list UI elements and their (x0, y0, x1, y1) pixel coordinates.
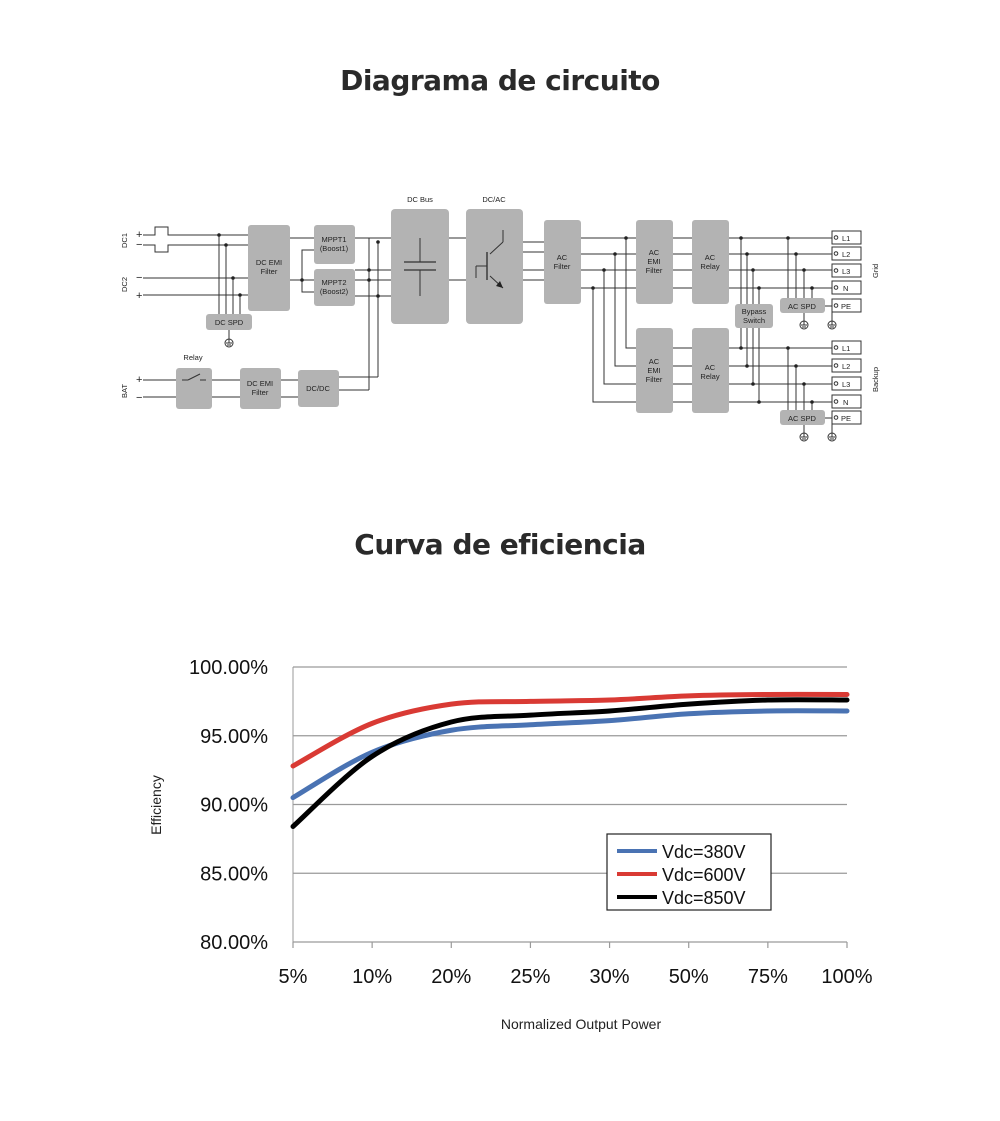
bat-label: BAT (120, 383, 129, 398)
dc-dc-block (298, 370, 339, 407)
mppt2-line1: MPPT2 (321, 278, 347, 287)
backup-emi-line3: Filter (645, 375, 663, 384)
backup-terminal-l3: L3 (842, 380, 851, 389)
grid-terminal-n: N (843, 284, 849, 293)
x-tick-label: 50% (668, 966, 709, 988)
backup-terminals (832, 341, 861, 424)
mppt2-block (314, 269, 355, 306)
ac-filter-block (544, 220, 581, 304)
grid-relay-line1: AC (704, 253, 716, 262)
backup-terminal-n: N (843, 398, 849, 407)
backup-label: Backup (871, 366, 880, 392)
x-tick-labels (279, 966, 873, 988)
bypass-line2: Switch (742, 316, 766, 325)
backup-relay-line2: Relay (700, 372, 720, 381)
backup-emi-line1: AC (648, 357, 660, 366)
backup-ac-spd-block (780, 410, 825, 425)
bypass-switch-block (735, 304, 773, 328)
dc-bus-block (391, 209, 449, 324)
backup-relay-line1: AC (704, 363, 716, 372)
dc1-plus: + (136, 229, 143, 241)
dc-ac-block (466, 209, 523, 324)
battery-dc-emi-filter-block (240, 368, 281, 409)
bat-emi-line1: DC EMI (246, 379, 274, 388)
mppt1-line2: (Boost1) (319, 244, 349, 253)
y-axis-label: Efficiency (148, 775, 164, 835)
grid-terminal-l1: L1 (842, 234, 851, 243)
efficiency-curve-title: Curva de eficiencia (354, 528, 646, 561)
grid-terminal-l3: L3 (842, 267, 851, 276)
dc2-plus: + (136, 290, 143, 302)
bat-emi-line2: Filter (251, 388, 269, 397)
y-tick-labels (189, 657, 268, 954)
dc2-minus: − (136, 272, 143, 284)
bypass-line1: Bypass (741, 307, 767, 316)
ac-filter-line2: Filter (553, 262, 571, 271)
grid-terminal-pe: PE (841, 302, 852, 311)
backup-terminal-pe: PE (841, 414, 852, 423)
dc-emi-filter-block (248, 225, 290, 311)
y-tick-label: 95.00% (200, 725, 268, 748)
x-tick-label: 100% (821, 966, 873, 988)
x-tick-label: 5% (278, 966, 308, 988)
grid-spd-text: AC SPD (788, 302, 816, 311)
x-tick-label: 20% (431, 966, 472, 988)
grid-ac-emi-filter-block (636, 220, 673, 304)
dc1-minus: − (136, 239, 143, 251)
dc-bus-label: DC Bus (407, 195, 433, 204)
y-tick-label: 90.00% (200, 794, 268, 817)
x-tick-label: 10% (352, 966, 393, 988)
legend-entry: Vdc=850V (662, 888, 746, 908)
dc-ac-label: DC/AC (482, 195, 506, 204)
backup-terminal-l1: L1 (842, 344, 851, 353)
dc-emi-line1: DC EMI (255, 258, 283, 267)
ground-icon (800, 321, 808, 329)
ground-icon (225, 339, 233, 347)
backup-terminal-l2: L2 (842, 362, 851, 371)
grid-emi-line1: AC (648, 248, 660, 257)
bat-plus: + (136, 374, 143, 386)
mppt1-block (314, 225, 355, 264)
circuit-diagram (0, 180, 1000, 465)
x-tick-label: 25% (510, 966, 551, 988)
circuit-diagram-title: Diagrama de circuito (340, 64, 660, 97)
ac-filter-line1: AC (556, 253, 568, 262)
x-axis-label: Normalized Output Power (500, 1016, 662, 1032)
series-line-3 (293, 700, 847, 827)
grid-emi-line3: Filter (645, 266, 663, 275)
backup-emi-line2: EMI (647, 366, 661, 375)
grid-ac-spd-block (780, 298, 825, 313)
mppt1-line1: MPPT1 (321, 235, 347, 244)
x-tick-label: 30% (589, 966, 630, 988)
dc2-label: DC2 (120, 276, 129, 292)
y-tick-label: 80.00% (200, 932, 268, 954)
grid-ac-relay-block (692, 220, 729, 304)
chart-series (293, 694, 847, 826)
ground-icon (828, 321, 836, 329)
backup-spd-text: AC SPD (788, 414, 816, 423)
y-tick-label: 85.00% (200, 863, 268, 886)
dc-spd-text: DC SPD (214, 318, 244, 327)
dc-spd-block (206, 314, 252, 330)
bat-minus: − (136, 392, 143, 404)
grid-terminals (832, 231, 861, 312)
grid-emi-line2: EMI (647, 257, 661, 266)
grid-terminal-l2: L2 (842, 250, 851, 259)
dc1-label: DC1 (120, 232, 129, 248)
grid-relay-line2: Relay (700, 262, 720, 271)
backup-ac-relay-block (692, 328, 729, 413)
chart-legend (607, 834, 771, 910)
backup-ac-emi-filter-block (636, 328, 673, 413)
ground-icon (828, 433, 836, 441)
grid-label: Grid (871, 263, 880, 278)
ground-icon (800, 433, 808, 441)
legend-entry: Vdc=380V (662, 842, 746, 862)
x-tick-label: 75% (747, 966, 788, 988)
y-tick-label: 100.00% (189, 657, 268, 679)
legend-entry: Vdc=600V (662, 865, 746, 885)
battery-relay-block (176, 368, 212, 409)
dc-emi-line2: Filter (260, 267, 278, 276)
efficiency-chart (0, 640, 1000, 1060)
relay-label: Relay (183, 353, 203, 362)
mppt2-line2: (Boost2) (319, 287, 349, 296)
dcdc-text: DC/DC (306, 384, 330, 393)
